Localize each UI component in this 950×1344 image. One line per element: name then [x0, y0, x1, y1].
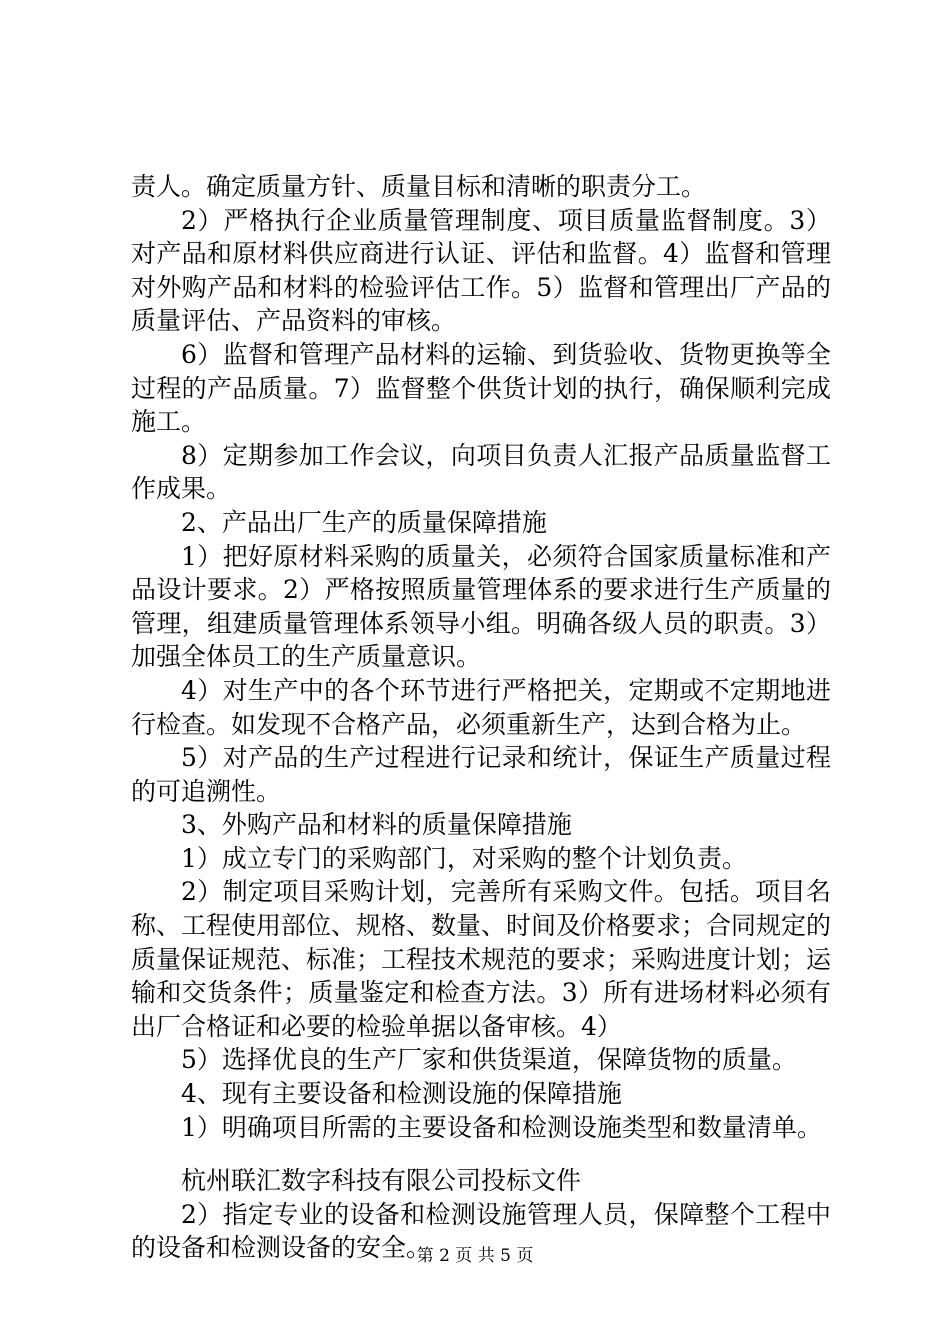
section-heading: 3、外购产品和材料的质量保障措施 [181, 810, 572, 840]
paragraph: 1）成立专门的采购部门，对采购的整个计划负责。 [181, 843, 747, 873]
paragraph: 5）对产品的生产过程进行记录和统计，保证生产质量过程的可追溯性。 [131, 743, 831, 806]
paragraph: 8）定期参加工作会议，向项目负责人汇报产品质量监督工作成果。 [131, 440, 831, 504]
paragraph: 2）制定项目采购计划，完善所有采购文件。包括。项目名称、工程使用部位、规格、数量、时间及价格要求；合同规定的质量保证规范、标准；工程技术规范的要求；采购进度计划；运输和交货条件；质量鉴定和检查方法。3）所有进场材料必须有出厂合格证和必要的检验单据以备审核。4） [131, 877, 832, 1041]
paragraph: 5）选择优良的生产厂家和供货渠道，保障货物的质量。 [181, 1045, 797, 1075]
paragraph: 4）对生产中的各个环节进行严格把关，定期或不定期地进行检查。如发现不合格产品，必须重新生产，达到合格为止。 [131, 675, 831, 739]
document-body [131, 170, 831, 1265]
section-heading: 2、产品出厂生产的质量保障措施 [181, 507, 547, 537]
section-heading: 4、现有主要设备和检测设施的保障措施 [181, 1079, 622, 1109]
paragraph-gap [131, 1144, 831, 1164]
paragraph: 2）指定专业的设备和检测设施管理人员，保障整个工程中的设备和检测设备的安全。 [131, 1199, 831, 1263]
page-number-footer: 第 2 页 共 5 页 [416, 1246, 534, 1266]
paragraph: 1）把好原材料采购的质量关，必须符合国家质量标准和产品设计要求。2）严格按照质量管理体系的要求进行生产质量的管理，组建质量管理体系领导小组。明确各级人员的职责。3）加强全体员工的生产质量意识。 [131, 541, 831, 672]
paragraph: 6）监督和管理产品材料的运输、到货验收、货物更换等全过程的产品质量。7）监督整个供货计划的执行，确保顺利完成施工。 [131, 339, 831, 437]
paragraph: 2）严格执行企业质量管理制度、项目质量监督制度。3）对产品和原材料供应商进行认证、评估和监督。4）监督和管理对外购产品和材料的检验评估工作。5）监督和管理出厂产品的质量评估、产品资料的审核。 [131, 205, 831, 336]
company-heading: 杭州联汇数字科技有限公司投标文件 [181, 1166, 582, 1196]
paragraph: 1）明确项目所需的主要设备和检测设施类型和数量清单。 [181, 1112, 822, 1142]
paragraph: 责人。确定质量方针、质量目标和清晰的职责分工。 [131, 172, 707, 201]
